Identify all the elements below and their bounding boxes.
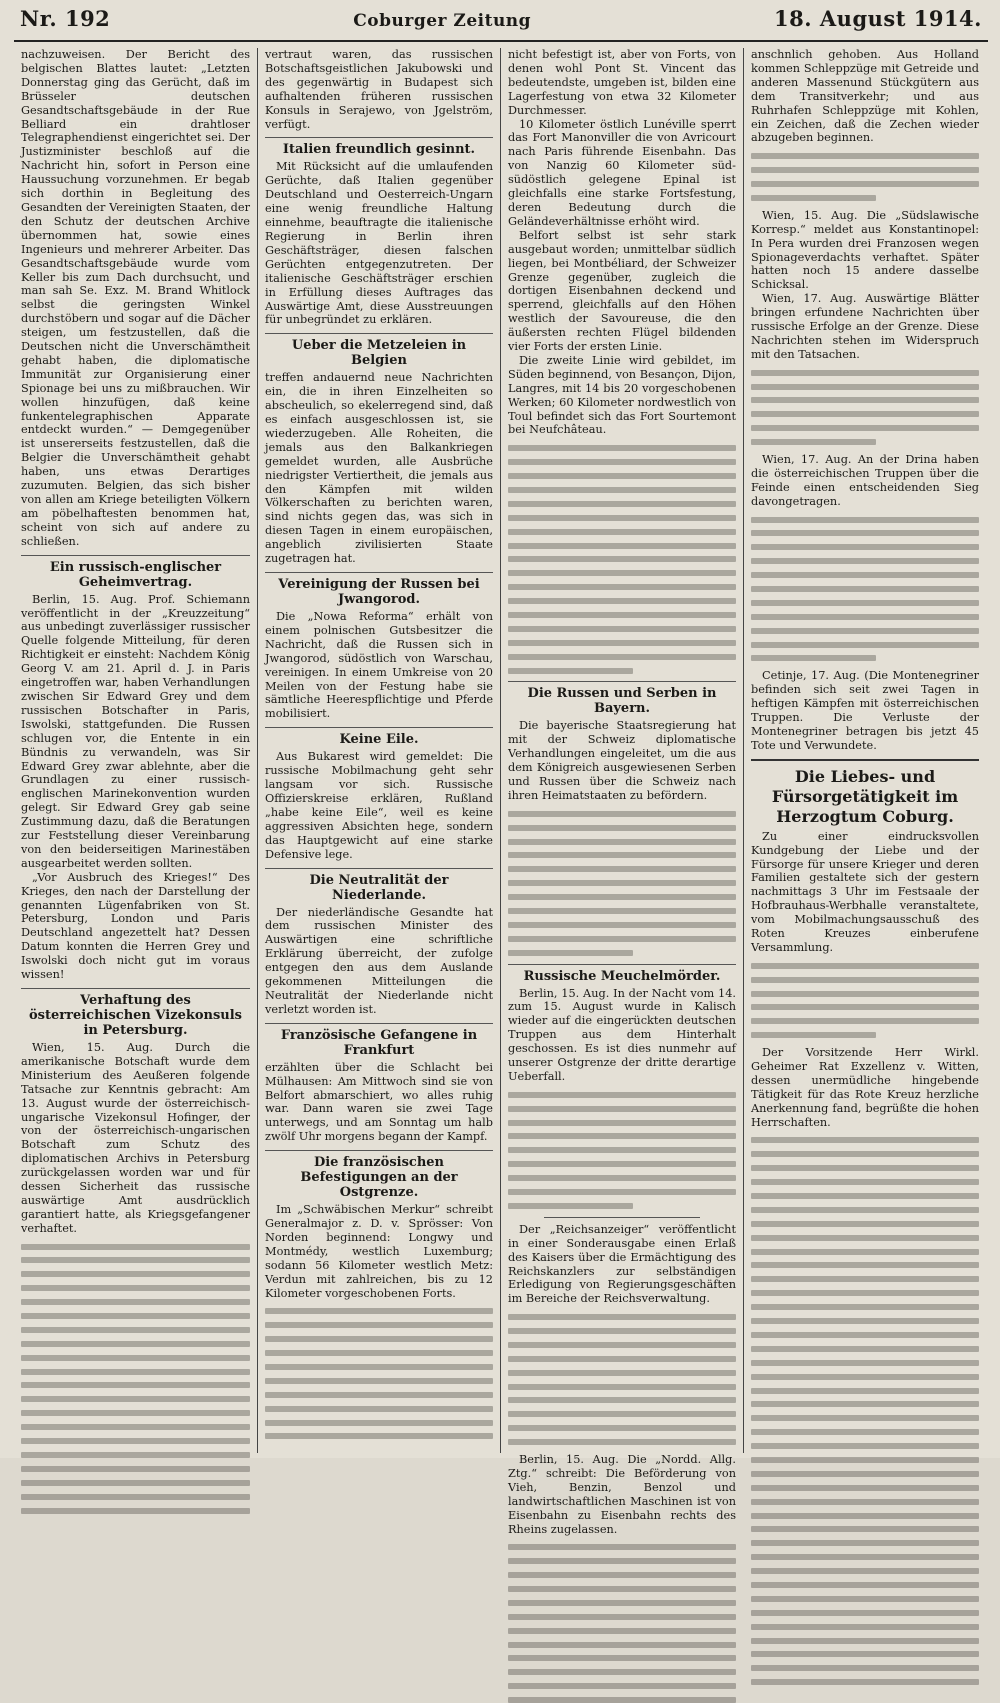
- issue-date: 18. August 1914.: [774, 6, 982, 31]
- article-heading: Italien freundlich gesinnt.: [265, 137, 493, 157]
- article-text: Belfort selbst ist sehr stark ausgebaut worden; unmittelbar südlich liegen, bei Montbéliard, der Schweizer Grenze gegenüber, zugleich die dortigen Eisenbahnen deckend und sperrend, gleichfalls auf den Höhen westlich der Savoureuse, die den äußersten rechten Flügel bildenden vier Forts der ersten Linie.: [508, 228, 736, 354]
- newspaper-name: Coburger Zeitung: [353, 11, 532, 31]
- article-text: „Vor Ausbruch des Krieges!“ Des Krieges, den nach der Darstellung der genannten Lügenfabriken von St. Petersburg, London und Paris Deutschland angezettelt hat? Dessen Datum konnten die Herren Grey und Iswolski doch nicht gut im voraus wissen!: [21, 870, 250, 982]
- text-lines: [508, 1544, 736, 1703]
- article-text: 10 Kilometer östlich Lunéville sperrt das Fort Manonviller die von Avricourt nach Paris führende Eisenbahn. Das von Nanzig 60 Kilometer süd-südöstlich gelegene Epinal ist gleichfalls eine starke Fortsfestung, deren Bedeutung durch die Geländeverhältnisse erhöht wird.: [508, 117, 736, 228]
- text-lines: [751, 1137, 979, 1685]
- article-text: Wien, 15. Aug. Durch die amerikanische Botschaft wurde dem Ministerium des Aeußeren folgende Tatsache zur Kenntnis gebracht: Am 13. August wurde der österreichisch-ungarische Vizekonsul Hofinger, der von der österreichisch-ungarischen Botschaft zum Schutz des diplomatischen Archivs in Petersburg zurückgelassen worden war und für dessen Sicherheit das russische auswärtige Amt ausdrücklich garantiert hatte, als Kriegsgefangener verhaftet.: [21, 1041, 250, 1235]
- text-lines: [751, 370, 979, 445]
- article-text: Die „Nowa Reforma“ erhält von einem polnischen Gutsbesitzer die Nachricht, daß die Russen sich in Jwangorod, südöstlich von Warschau, vereinigen. In einem Umkreise von 20 Meilen von der Festung habe sie sämtliche Heerespflichtige und Pferde mobilisiert.: [265, 610, 493, 721]
- article-text: Aus Bukarest wird gemeldet: Die russische Mobilmachung geht sehr langsam vor sich. Russische Offizierskreise erklären, Rußland „habe keine Eile“, weil es keine aggressiven Absichten hege, sondern das Hauptgewicht auf eine starke Defensive lege.: [265, 750, 493, 861]
- text-lines: [751, 153, 979, 201]
- article-text: Wien, 17. Aug. An der Drina haben die österreichischen Truppen über die Feinde einen entscheidenden Sieg davongetragen.: [751, 453, 979, 508]
- article-heading: Die französischen Befestigungen an der Ostgrenze.: [265, 1150, 493, 1200]
- article-heading: Ueber die Metzeleien in Belgien: [265, 333, 493, 368]
- article-text: Cetinje, 17. Aug. (Die Montenegriner befinden sich seit zwei Tagen in heftigen Kämpfen mit österreichischen Truppen. Die Verluste der Montenegriner betragen bis jetzt 45 Tote und Verwundete.: [751, 669, 979, 752]
- article-text: Berlin, 15. Aug. Prof. Schiemann veröffentlicht in der „Kreuzzeitung“ aus unbedingt zuverlässiger russischer Quelle folgende Mitteilung, für deren Richtigkeit er einsteht: Nachdem König Georg V. am 21. April d. J. in Paris eingetroffen war, haben Verhandlungen zwischen Sir Edward Grey und dem russischen Botschafter in Paris, Iswolski, stattgefunden. Die Russen schlugen vor, die Entente in ein Bündnis zu verwandeln, was Sir Edward Grey zwar ablehnte, aber die Grundlagen zu einer russisch-englischen Marinekonvention wurden gelegt. Sir Edward Grey gab seine Zustimmung dazu, daß die Beratungen zur Feststellung dieser Vereinbarung von den beiderseitigen Marinestäben ausgearbeitet werden sollten.: [21, 592, 250, 870]
- column-3: [500, 48, 743, 1536]
- article-text: Im „Schwäbischen Merkur“ schreibt Generalmajor z. D. v. Sprösser: Von Norden beginnend: Longwy und Montmédy, westlich Luxemburg; sodann 56 Kilometer westlich Metz: Verdun mit zahlreichen, bis zu 12 Kilometer vorgeschobenen Forts.: [265, 1203, 493, 1300]
- article-text: nachzuweisen. Der Bericht des belgischen Blattes lautet: „Letzten Donnerstag ging das Gerücht, daß im Brüsseler deutschen Gesandtschaftsgebäude in der Rue Belliard ein drahtloser Telegraphendienst eingerichtet sei. Der Justizminister beschloß auf die Nachricht hin, sofort in Person eine Haussuchung vorzunehmen. Er begab sich dorthin in Begleitung des Gesandten der Vereinigten Staaten, der den Schutz der deutschen Archive übernommen hat, sowie eines Ingenieurs und mehrerer Arbeiter. Das Gesandtschaftsgebäude wurde vom Keller bis zum Dach durchsucht, und man sah Se. Exz. M. Brand Whitlock selbst die geringsten Winkel durchstöbern und sogar auf die Dächer steigen, um festzustellen, daß die Deutschen nicht die Unverschämtheit gehabt haben, die diplomatische Immunität zur Organisierung einer Spionage bei uns zu mißbrauchen. Wir wollen hinzufügen, daß keine funkentelegraphischen Apparate entdeckt wurden.“ — Demgegenüber ist unsererseits festzustellen, daß die Belgier die Unverschämtheit gehabt haben, uns etwas Derartiges zuzumuten. Belgien, das sich bisher von allen am Kriege beteiligten Völkern am pöbelhaftesten benommen hat, scheint von sich auf andere zu schließen.: [21, 48, 250, 548]
- article-text: Wien, 17. Aug. Auswärtige Blätter bringen erfundene Nachrichten über russische Erfolge an der Grenze. Diese Nachrichten stehen im Widerspruch mit den Tatsachen.: [751, 292, 979, 361]
- article-heading: Verhaftung des österreichischen Vizekonsuls in Petersburg.: [21, 988, 250, 1038]
- column-4: [743, 48, 986, 1453]
- article-text: vertraut waren, das russischen Botschaftsgeistlichen Jakubowski und des gegenwärtig in Budapest sich aufhaltenden früheren russischen Konsuls in Serajewo, von Jgelström, verfügt.: [265, 48, 493, 131]
- article-text: Wien, 15. Aug. Die „Südslawische Korresp.“ meldet aus Konstantinopel: In Pera wurden drei Franzosen wegen Spionageverdachts verhaftet. Später hatten noch 15 andere dasselbe Schicksal.: [751, 208, 979, 292]
- article-text: Der niederländische Gesandte hat dem russischen Minister des Auswärtigen eine schriftliche Erklärung überreicht, der zufolge entgegen den aus dem Auslande gekommenen Mitteilungen die Neutralität der Niederlande nicht verletzt worden ist.: [265, 905, 493, 1016]
- text-lines: [751, 963, 979, 1038]
- issue-number: Nr. 192: [20, 6, 111, 31]
- column-2: [257, 48, 500, 1453]
- article-heading: Keine Eile.: [265, 727, 493, 747]
- text-lines: [508, 445, 736, 673]
- text-lines: [751, 517, 979, 662]
- article-text: Berlin, 15. Aug. In der Nacht vom 14. zum 15. August wurde in Kalisch wieder auf die eingerückten deutschen Truppen aus dem Hinterhalt geschossen. Es ist dies nunmehr auf unserer Ostgrenze der dritte derartige Ueberfall.: [508, 986, 736, 1083]
- article-heading: Vereinigung der Russen bei Jwangorod.: [265, 572, 493, 607]
- article-heading: Die Liebes- und Fürsorgetätigkeit im Herzogtum Coburg.: [751, 759, 979, 827]
- text-lines: [508, 1092, 736, 1209]
- article-text: Zu einer eindrucksvollen Kundgebung der Liebe und der Fürsorge für unsere Krieger und deren Familien gestaltete sich der gestern nachmittags 3 Uhr im Festsaale der Hofbrauhaus-Werbhalle veranstaltete, vom Mobilmachungsausschuß des Roten Kreuzes einberufene Versammlung.: [751, 829, 979, 954]
- article-text: Die zweite Linie wird gebildet, im Süden beginnend, von Besançon, Dijon, Langres, mit 14 bis 20 vorgeschobenen Werken; 60 Kilometer nordwestlich von Toul befindet sich das Fort Sourtemont bei Neufchâteau.: [508, 353, 736, 437]
- article-heading: Russische Meuchelmörder.: [508, 964, 736, 984]
- article-heading: Ein russisch-englischer Geheimvertrag.: [21, 555, 250, 590]
- article-text: Der Vorsitzende Herr Wirkl. Geheimer Rat Exzellenz v. Witten, dessen unermüdliche hingebende Tätigkeit für das Rote Kreuz herzliche Anerkennung fand, begrüßte die hohen Herrschaften.: [751, 1046, 979, 1129]
- text-lines: [265, 1308, 493, 1439]
- text-lines: [508, 1314, 736, 1445]
- article-text: Die bayerische Staatsregierung hat mit der Schweiz diplomatische Verhandlungen eingeleitet, um die aus dem Königreich ausgewiesenen Serben und Russen über die Schweiz nach ihren Heimatstaaten zu befördern.: [508, 719, 736, 802]
- masthead: [14, 6, 988, 42]
- text-lines: [508, 811, 736, 956]
- article-heading: Französische Gefangene in Frankfurt: [265, 1023, 493, 1058]
- article-text: treffen andauernd neue Nachrichten ein, die in ihren Einzelheiten so abscheulich, so ekelerregend sind, daß es einfach ausgeschlossen ist, sie wiederzugeben. Alle Roheiten, die jemals aus den Balkankriegen gemeldet wurden, alle Ausbrüche niedrigster Vertiertheit, die jemals aus den Kämpfen mit wilden Völkerschaften zu berichten waren, sind nichts gegen das, was sich in diesen Tagen in einem europäischen, angeblich zivilisierten Staate zugetragen hat.: [265, 371, 493, 566]
- article-text: Berlin, 15. Aug. Die „Nordd. Allg. Ztg.“ schreibt: Die Beförderung von Vieh, Benzin, Benzol und landwirtschaftlichen Maschinen ist von Eisenbahn zu Eisenbahn rechts des Rheins zugelassen.: [508, 1453, 736, 1536]
- article-text: nicht befestigt ist, aber von Forts, von denen wohl Pont St. Vincent das bedeutendste, umgeben ist, bilden eine Lagerfestung von etwa 32 Kilometer Durchmesser.: [508, 48, 736, 117]
- article-text: erzählten über die Schlacht bei Mülhausen: Am Mittwoch sind sie von Belfort abmarschiert, wo alles ruhig war. Dann waren sie zwei Tage unterwegs, und am Sonntag um halb zwölf Uhr morgens begann der Kampf.: [265, 1060, 493, 1144]
- article-text: Der „Reichsanzeiger“ veröffentlicht in einer Sonderausgabe einen Erlaß des Kaisers über die Ermächtigung des Reichskanzlers zur selbständigen Erledigung von Regierungsgeschäften im Bereiche der Reichsverwaltung.: [508, 1222, 736, 1306]
- article-text: anschnlich gehoben. Aus Holland kommen Schleppzüge mit Getreide und anderen Massenund Stückgütern aus dem Transitverkehr; und aus Ruhrhafen Schleppzüge mit Kohlen, ein Zeichen, daß die Zechen wieder abzugeben beginnen.: [751, 48, 979, 145]
- article-heading: Die Neutralität der Niederlande.: [265, 868, 493, 903]
- article-heading: Die Russen und Serben in Bayern.: [508, 681, 736, 716]
- article-text: Mit Rücksicht auf die umlaufenden Gerüchte, daß Italien gegenüber Deutschland und Oesterreich-Ungarn eine wenig freundliche Haltung einnehme, beauftragte die italienische Regierung in Berlin ihren Geschäftsträger, diesen falschen Gerüchten entgegenzutreten. Der italienische Geschäftsträger erschien in Erfüllung dieses Auftrages das Auswärtige Amt, diese Ausstreuungen für unbegründet zu erklären.: [265, 160, 493, 327]
- column-1: [14, 48, 257, 1453]
- text-lines: [21, 1244, 250, 1514]
- column-layout: [14, 48, 988, 1536]
- section-divider: [544, 1217, 700, 1218]
